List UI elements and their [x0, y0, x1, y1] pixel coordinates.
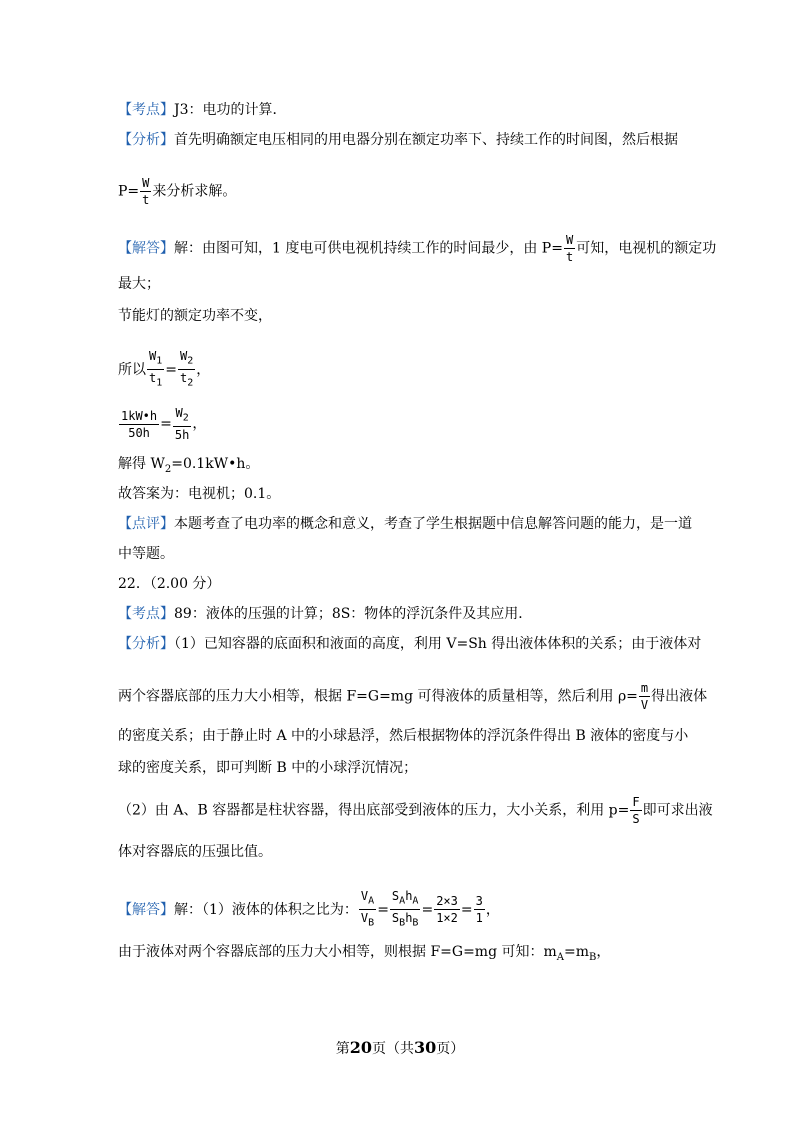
q21-kwh-line [118, 405, 206, 443]
q22-last-pre: 由于液体对两个容器底部的压力大小相等，则根据 F=G=mg 可知：m [118, 944, 557, 960]
q22-fenxi-line-4 [118, 758, 417, 778]
q22-kaodian-text: 89：液体的压强的计算；8S：物体的浮沉条件及其应用． [174, 606, 533, 622]
total-pages: 30 [414, 1038, 437, 1057]
page-number: 20 [349, 1038, 372, 1057]
q21-jieda-2: 最大； [118, 276, 160, 292]
q22-fenxi-4: 球的密度关系，即可判断 B 中的小球浮沉情况； [118, 760, 418, 776]
q21-answer-line [118, 484, 280, 504]
var-t: t [149, 371, 157, 386]
frac-num: 2×3 [436, 894, 458, 909]
tag-fenxi: 【分析】 [118, 636, 174, 652]
frac-den: t [565, 250, 574, 264]
q21-solve-line [118, 454, 259, 480]
tag-jieda: 【解答】 [118, 240, 174, 257]
q21-energy-text: 节能灯的额定功率不变， [118, 308, 272, 324]
q22-fenxi-line-5 [118, 794, 713, 827]
q21-jieda-line-2 [118, 274, 160, 294]
tag-dianping: 【点评】 [118, 516, 174, 532]
q21-fenxi-text-1: 首先明确额定电压相同的用电器分别在额定功率下、持续工作的时间图，然后根据 [174, 132, 678, 148]
q22-fenxi-line-1 [118, 634, 701, 654]
eq-sign: = [165, 361, 177, 378]
var-v: V [360, 911, 369, 926]
var-w: W [180, 349, 188, 363]
q21-fenxi-2-pre: P= [118, 183, 140, 200]
tag-jieda: 【解答】 [118, 901, 174, 918]
frac-den [147, 370, 164, 391]
page-footer [0, 1038, 800, 1058]
var-v: V [360, 889, 369, 903]
frac-num [173, 405, 191, 427]
formula-p-w-t-2 [564, 232, 575, 265]
q21-kaodian-text: J3：电功的计算． [174, 102, 287, 118]
frac-den: 1×2 [436, 911, 458, 926]
sub: 2 [187, 377, 194, 389]
frac-den: 1 [475, 911, 483, 926]
q21-dianping-1: 本题考查了电功率的概念和意义，考查了学生根据题中信息解答问题的能力，是一道 [174, 516, 692, 532]
q22-fenxi-6: 体对容器底的压强比值。 [118, 844, 272, 860]
footer-post: 页） [436, 1041, 465, 1057]
frac-den: t [142, 193, 150, 207]
comma: ， [192, 416, 207, 433]
sub: 2 [182, 412, 189, 424]
q22-fenxi-2-pre: 两个容器底部的压力大小相等，根据 F=G=mg 可得液体的质量相等，然后利用 ρ= [118, 688, 638, 705]
q21-fenxi-2-post: 来分析求解。 [152, 183, 237, 200]
eq-sign: = [160, 416, 172, 433]
eq-sign: = [377, 901, 389, 918]
formula-p-w-t [140, 175, 151, 208]
comma: ， [196, 361, 211, 378]
frac-num [390, 888, 421, 910]
q22-kaodian-line [118, 604, 532, 624]
frac-num: m [640, 681, 649, 695]
frac-num: 3 [475, 894, 483, 909]
q22-header [118, 574, 220, 594]
var-s: S [391, 911, 400, 926]
frac-den: V [640, 698, 649, 712]
frac-num: W [565, 233, 574, 247]
sub: 1 [156, 355, 163, 367]
q21-fenxi-line-1 [118, 130, 678, 150]
sub: 2 [164, 463, 172, 475]
frac-num: W [142, 176, 150, 190]
q21-suoyi: 所以 [118, 361, 146, 378]
var-w: W [175, 406, 183, 420]
var-h: h [405, 911, 413, 926]
q21-dianping-2: 中等题。 [118, 546, 174, 562]
q21-solve-pre: 解得 W [118, 456, 165, 472]
comma: ， [485, 901, 500, 918]
formula-rho-m-v [639, 680, 650, 713]
tag-fenxi: 【分析】 [118, 132, 174, 148]
var-t: t [180, 371, 188, 386]
formula-w2-t2 [178, 348, 195, 392]
q21-jieda-pre: 解：由图可知，1 度电可供电视机持续工作的时间最少，由 P= [174, 240, 563, 257]
sub: 2 [187, 355, 194, 367]
eq-sign: = [460, 901, 473, 918]
tag-kaodian: 【考点】 [118, 102, 174, 118]
sub: A [412, 895, 419, 907]
sub: B [412, 917, 419, 929]
sub: B [368, 917, 375, 929]
var-h: h [405, 889, 413, 903]
frac-den [359, 910, 376, 931]
q22-header-text: 22．（2.00 分） [118, 576, 221, 592]
frac-den: S [632, 812, 640, 826]
q22-last-post: ， [596, 944, 611, 960]
formula-sh-ratio [390, 888, 421, 932]
frac-num [359, 888, 376, 910]
frac-den: 50h [128, 425, 150, 440]
q22-fenxi-1: （1）已知容器的底面积和液面的高度，利用 V=Sh 得出液体体积的关系；由于液体对 [174, 636, 702, 652]
eq-sign: = [421, 901, 434, 918]
formula-w2-5h [173, 405, 191, 443]
sub: A [368, 895, 375, 907]
formula-kwh-50h [119, 408, 159, 441]
q22-jieda-line [118, 888, 500, 932]
sub: B [399, 917, 406, 929]
sub: A [399, 895, 406, 907]
q22-last-mid: =m [564, 944, 590, 960]
q22-last-line [118, 942, 610, 968]
q21-dianping-line-2 [118, 544, 174, 564]
frac-den: 5h [174, 428, 190, 443]
q22-fenxi-line-3 [118, 726, 688, 746]
q22-fenxi-3: 的密度关系；由于静止时 A 中的小球悬浮，然后根据物体的浮沉条件得出 B 液体的密度与小 [118, 728, 689, 744]
formula-result-ratio [474, 893, 485, 926]
var-w: W [149, 349, 157, 363]
footer-mid: 页（共 [372, 1041, 414, 1057]
q22-fenxi-line-2 [118, 680, 707, 713]
q22-jieda-pre: 解：（1）液体的体积之比为： [174, 901, 358, 918]
formula-va-vb [359, 888, 376, 932]
q22-fenxi-5-pre: （2）由 A、B 容器都是柱状容器，得出底部受到液体的压力，大小关系，利用 p= [118, 802, 630, 819]
q21-solve-post: =0.1kW•h。 [171, 456, 260, 472]
q21-jieda-line-1 [118, 232, 716, 265]
q21-ratio-line [118, 348, 210, 392]
frac-num: 1kW•h [121, 408, 158, 423]
sub: 1 [156, 377, 163, 389]
var-s: S [391, 889, 400, 903]
frac-num [178, 348, 195, 370]
formula-w1-t1 [147, 348, 164, 392]
q22-fenxi-2-post: 得出液体 [651, 688, 708, 705]
q21-jieda-post: 可知，电视机的额定功 [576, 240, 717, 257]
frac-den [178, 370, 195, 391]
sub: B [589, 951, 597, 963]
q22-fenxi-line-6 [118, 842, 272, 862]
q21-fenxi-line-2 [118, 175, 236, 208]
q21-answer: 故答案为：电视机；0.1。 [118, 486, 281, 502]
formula-p-f-s [630, 794, 641, 827]
formula-num-ratio [434, 893, 460, 926]
frac-num [147, 348, 164, 370]
frac-den [390, 910, 421, 931]
q21-kaodian-line [118, 100, 287, 120]
sub: A [556, 951, 565, 963]
footer-pre: 第 [335, 1041, 350, 1057]
q21-energy-line [118, 306, 272, 326]
q21-dianping-line-1 [118, 514, 692, 534]
q22-fenxi-5-post: 即可求出液 [642, 802, 713, 819]
frac-num: F [632, 795, 640, 809]
tag-kaodian: 【考点】 [118, 606, 174, 622]
